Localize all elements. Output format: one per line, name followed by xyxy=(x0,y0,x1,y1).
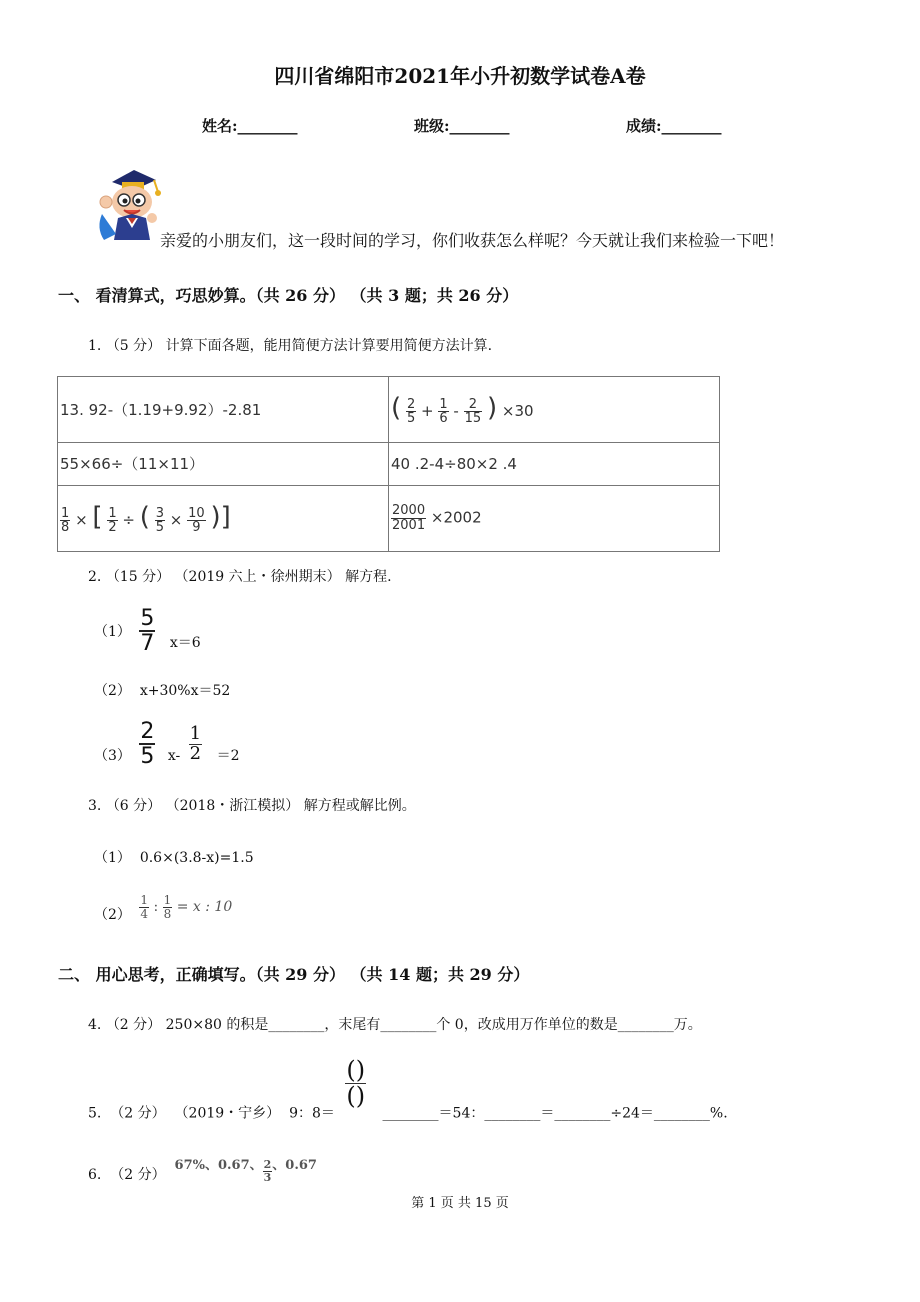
q3-score: （6 分） xyxy=(105,798,162,814)
q5-score: （2 分） xyxy=(110,1105,166,1122)
frac-den: 8 xyxy=(61,520,70,536)
q1-score: （5 分） xyxy=(105,338,162,354)
frac-num: 2000 xyxy=(392,503,426,519)
frac-num: 2 xyxy=(263,1157,272,1171)
frac-num: 2 xyxy=(406,396,416,412)
expr-tail: ×30 xyxy=(501,402,534,421)
q4-text: 250×80 的积是________，末尾有________个 0，改成用万作单位的数是________万。 xyxy=(165,1017,702,1033)
q2-number: 2. xyxy=(88,569,102,585)
frac-den: 7 xyxy=(140,631,155,657)
frac-den: 9 xyxy=(192,520,201,536)
q6-values: 67%、0.67、 xyxy=(174,1158,263,1173)
calc-cell: $\frac{1}{8}$ × [ $\frac{1}{2}$ ÷ ( $\frac{3}{5}$ × $\frac{10}{9}$ )] xyxy=(58,486,389,552)
q3-number: 3. xyxy=(88,798,102,814)
frac-den: 2001 xyxy=(392,518,426,534)
q2-item-2 xyxy=(94,680,230,700)
q2-item-3 xyxy=(94,720,240,768)
frac-den: 15 xyxy=(464,411,482,427)
frac-num: 1 xyxy=(439,396,448,412)
equation-text: x+30%x＝52 xyxy=(139,683,231,699)
calc-cell xyxy=(58,377,389,443)
item-label: （1） xyxy=(94,624,131,641)
score-label: 成绩: xyxy=(626,117,662,135)
score-field xyxy=(626,115,722,136)
times-sign: × xyxy=(75,511,88,530)
calc-cell xyxy=(389,486,720,552)
q6-score: （2 分） xyxy=(110,1167,166,1183)
equation-text: ＝2 xyxy=(216,748,240,765)
plus-sign: + xyxy=(421,402,434,421)
frac-num: 2 xyxy=(464,398,483,413)
class-blank[interactable]: ________ xyxy=(449,117,510,135)
q2-item-1 xyxy=(94,607,201,655)
class-label: 班级: xyxy=(414,117,450,135)
page-footer: 第 1 页 共 15 页 xyxy=(411,1196,509,1211)
expr-tail: ×2002 xyxy=(430,509,482,528)
q5-suffix: ________＝54：________＝________÷24＝________%. xyxy=(382,1105,728,1122)
question-5 xyxy=(88,1058,728,1123)
calc-cell: ( $\frac{2}{5}$ + $\frac{1}{6}$ - $\frac{2}{15}$ ) ×30 xyxy=(389,377,720,443)
question-1 xyxy=(88,335,492,355)
q4-score: （2 分） xyxy=(105,1017,162,1033)
expr-4: 40 .2-4÷80×2 .4 xyxy=(391,454,517,473)
question-4 xyxy=(88,1014,702,1034)
q6-values-tail: 、0.67 xyxy=(272,1158,317,1173)
equation-text: x＝6 xyxy=(169,635,201,652)
frac-num: () xyxy=(346,1056,366,1084)
divide-sign: ÷ xyxy=(122,511,135,530)
ratio-colon: : xyxy=(153,899,159,916)
minus-sign: - xyxy=(453,402,459,421)
frac-den: 2 xyxy=(189,742,202,764)
q1-number: 1. xyxy=(88,338,102,354)
q2-score: （15 分） xyxy=(105,569,171,585)
equation-text: x- xyxy=(167,748,181,765)
mascot-illustration xyxy=(92,168,168,244)
q5-prefix: 9：8＝ xyxy=(289,1105,335,1122)
times-sign: × xyxy=(169,511,183,530)
item-label: （1） xyxy=(94,850,131,866)
name-blank[interactable]: ________ xyxy=(237,117,298,135)
q1-text: 计算下面各题，能用简便方法计算要用简便方法计算. xyxy=(165,338,493,354)
q3-source: （2018・浙江模拟） xyxy=(165,798,300,814)
q6-number: 6. xyxy=(88,1167,102,1183)
greeting-text: 亲爱的小朋友们，这一段时间的学习，你们收获怎么样呢？今天就让我们来检验一下吧！ xyxy=(160,231,785,250)
name-label: 姓名: xyxy=(202,117,238,135)
q3-text: 解方程或解比例。 xyxy=(303,798,416,814)
calc-cell xyxy=(389,442,720,485)
calc-table xyxy=(57,376,720,552)
class-field xyxy=(414,115,510,136)
frac-den: 5 xyxy=(406,411,416,427)
q5-source: （2019・宁乡） xyxy=(174,1105,281,1122)
score-blank[interactable]: ________ xyxy=(661,117,722,135)
frac-den: 3 xyxy=(263,1170,272,1184)
frac-num: 1 xyxy=(189,722,202,744)
q2-source: （2019 六上・徐州期末） xyxy=(174,569,341,585)
frac-num: 2 xyxy=(140,719,155,744)
page-title: 四川省绵阳市2021年小升初数学试卷A卷 xyxy=(274,64,646,88)
frac-num: 1 xyxy=(61,505,70,521)
q4-number: 4. xyxy=(88,1017,102,1033)
expr-1: 13. 92-（1.19+9.92）-2.81 xyxy=(60,400,262,419)
q3-item-2 xyxy=(94,894,232,924)
table-row xyxy=(58,377,720,443)
question-3 xyxy=(88,795,416,815)
item-label: （2） xyxy=(94,683,131,699)
item-label: （3） xyxy=(94,748,131,765)
frac-num: 3 xyxy=(155,505,164,521)
question-2 xyxy=(88,566,392,586)
section-2-heading: 二、 用心思考，正确填写。（共 29 分） （共 14 题；共 29 分） xyxy=(58,965,530,984)
question-6 xyxy=(88,1154,317,1184)
item-label: （2） xyxy=(94,907,131,924)
frac-den: 8 xyxy=(163,906,172,921)
q2-text: 解方程. xyxy=(345,569,392,585)
frac-den: 4 xyxy=(140,906,149,921)
equation-text: = x : 10 xyxy=(176,899,233,916)
q3-item-1 xyxy=(94,847,254,867)
calc-cell xyxy=(58,442,389,485)
frac-num: 1 xyxy=(140,893,149,907)
frac-den: 5 xyxy=(140,744,155,770)
expr-3: 55×66÷（11×11） xyxy=(60,455,205,474)
frac-den: 2 xyxy=(108,520,117,536)
table-row xyxy=(58,486,720,552)
frac-num: 1 xyxy=(163,893,172,907)
table-row xyxy=(58,442,720,485)
equation-text: 0.6×(3.8-x)=1.5 xyxy=(139,850,254,866)
q5-number: 5. xyxy=(88,1105,102,1122)
frac-num: 5 xyxy=(140,606,155,631)
frac-den: () xyxy=(346,1082,366,1111)
name-field xyxy=(202,115,298,136)
section-1-heading: 一、 看清算式，巧思妙算。（共 26 分） （共 3 题；共 26 分） xyxy=(58,286,519,305)
frac-den: 5 xyxy=(155,520,164,536)
frac-num: 1 xyxy=(108,505,117,521)
frac-den: 6 xyxy=(439,411,448,427)
frac-num: 10 xyxy=(188,505,205,521)
